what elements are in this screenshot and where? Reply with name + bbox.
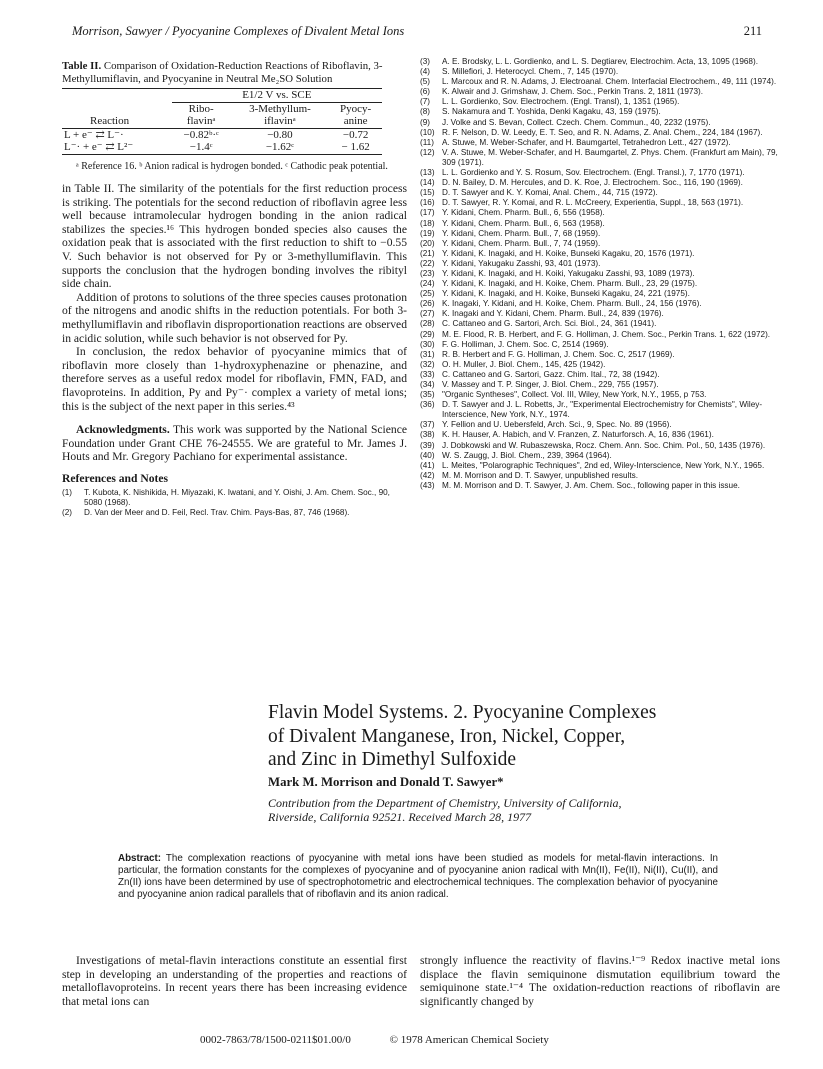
reference-item: (39) J. Dobkowski and W. Rubaszewska, Rocz. Chem. Ann. Soc. Chim. Pol., 50, 1435 (1976).: [420, 440, 766, 450]
paragraph: Addition of protons to solutions of the three species causes protonation of the nitrogens and anodic shifts in the reduction potentials. For both 3-methyllumiflavin and riboflavin disproportionation reactions are observed in acidic solution, while such behavior is not observed for Py.: [62, 290, 407, 345]
body-text: [62, 182, 407, 464]
affiliation-line: Contribution from the Department of Chemistry, University of California,: [268, 796, 622, 810]
reference-item: (29) M. E. Flood, R. B. Herbert, and F. G. Holliman, J. Chem. Soc., Perkin Trans. 1, 622 (1972).: [420, 329, 771, 339]
footer: [200, 1034, 700, 1046]
paragraph: in Table II. The similarity of the potentials for the first reduction process is striking. The potentials for the second reduction of riboflavin agree less well because intramolecular hydrogen bonding in the anion radical stabilizes the species.¹⁶ This hydrogen bonded species also causes the oxidation peak that is associated with the first reduction to shift to −0.55 V. Such behavior is not observed for Py or 3-methyllumiflavin. This supports the conclusion that the hydrogen bonding involves the ribityl side chain.: [62, 182, 407, 291]
abstract-text: The complexation reactions of pyocyanine with metal ions have been studied as models for metal-flavin interactions. In particular, the formation constants for the complexes of pyocyanine and of pyocyanine anion radical with Mn(II), Fe(II), Ni(II), Cu(II), and Zn(II) ions have been determined by use of spectrophotometric and electrochemical techniques. The complexation behavior of pyocyanine and pyocyanine anion radical parallels that of riboflavin and its anion radical.: [118, 853, 718, 900]
col3-header-top: Pyocy-: [340, 102, 372, 115]
reference-item: (12) V. A. Stuwe, M. Weber-Schafer, and H. Baumgartel, Z. Phys. Chem. (Frankfurt am Main), 79, 309 (1971).: [420, 147, 778, 167]
affiliation-line: Riverside, California 92521. Received March 28, 1977: [268, 810, 532, 824]
reference-item: (11) A. Stuwe, M. Weber-Schafer, and H. Baumgartel, Tetrahedron Lett., 427 (1972).: [420, 137, 731, 147]
reference-item: (31) R. B. Herbert and F. G. Holliman, J. Chem. Soc. C, 2517 (1969).: [420, 349, 675, 359]
reference-item: (2) D. Van der Meer and D. Feil, Recl. Trav. Chim. Pays-Bas, 87, 746 (1968).: [62, 508, 350, 518]
reference-item: (20) Y. Kidani, Chem. Pharm. Bull., 7, 74 (1959).: [420, 238, 601, 248]
reference-item: (34) V. Massey and T. P. Singer, J. Biol. Chem., 229, 755 (1957).: [420, 380, 659, 389]
left-column: [62, 60, 407, 518]
riboflavin-cell: −1.4ᶜ: [172, 141, 231, 154]
reference-item: (36) D. T. Sawyer and J. L. Robetts, Jr., "Experimental Electrochemistry for Chemists", Wiley-Interscience, New York, N.Y., 1974.: [420, 400, 763, 420]
col-reaction-header: Reaction: [62, 115, 172, 128]
reference-item: (18) Y. Kidani, Chem. Pharm. Bull., 6, 563 (1958).: [420, 218, 605, 228]
table-caption-text: Comparison of Oxidation-Reduction Reactions of Riboflavin, 3-Methyllumiflavin, and Pyocyanine in Neutral Me₂SO Solution: [62, 60, 383, 85]
methyllumiflavin-cell: −1.62ᶜ: [231, 141, 330, 154]
table-row: [62, 141, 382, 154]
reference-item: (35) "Organic Syntheses", Collect. Vol. III, Wiley, New York, N.Y., 1955, p 753.: [420, 390, 707, 400]
paragraph: strongly influence the reactivity of flavins.¹⁻⁹ Redox inactive metal ions displace the flavin semiquinone dismutation equilibrium toward the semiquinone state.¹⁻⁴ The oxidation-reduction reactions of riboflavin are significantly changed by: [420, 954, 780, 1008]
reference-item: (32) O. H. Muller, J. Biol. Chem., 145, 425 (1942).: [420, 359, 606, 369]
reference-item: (25) Y. Kidani, K. Inagaki, and H. Koike, Bunseki Kagaku, 24, 221 (1975).: [420, 289, 690, 299]
footer-copyright: © 1978 American Chemical Society: [389, 1034, 549, 1046]
reference-item: (23) Y. Kidani, K. Inagaki, and H. Koiki, Yakugaku Zasshi, 93, 1089 (1973).: [420, 268, 695, 278]
reference-item: (16) D. T. Sawyer, R. Y. Komai, and R. L. McCreery, Experientia, Suppl., 18, 563 (1971).: [420, 198, 744, 208]
reference-item: (9) J. Volke and S. Bevan, Collect. Czech. Chem. Commun., 40, 2232 (1975).: [420, 117, 711, 127]
reference-item: (19) Y. Kidani, Chem. Pharm. Bull., 7, 68 (1959).: [420, 228, 601, 238]
reference-item: (4) S. Millefiori, J. Heterocycl. Chem., 7, 145 (1970).: [420, 67, 619, 77]
col1-header-bottom: flavinᵃ: [172, 115, 231, 128]
table-caption-label: Table II.: [62, 60, 102, 72]
reference-item: (17) Y. Kidani, Chem. Pharm. Bull., 6, 556 (1958).: [420, 208, 605, 218]
reference-item: (37) Y. Fellion and U. Uebersfeld, Arch. Sci., 9, Spec. No. 89 (1956).: [420, 420, 672, 430]
reference-item: (14) D. N. Bailey, D. M. Hercules, and D. K. Roe, J. Electrochem. Soc., 116, 190 (1969).: [420, 178, 743, 188]
intro-left: [62, 954, 407, 1008]
reference-item: (27) K. Inagaki and Y. Kidani, Chem. Pharm. Bull., 24, 839 (1976).: [420, 309, 664, 319]
reference-item: (10) R. F. Nelson, D. W. Leedy, E. T. Seo, and R. N. Adams, Z. Anal. Chem., 224, 184 (1967).: [420, 127, 763, 137]
authors: Mark M. Morrison and Donald T. Sawyer*: [268, 775, 504, 789]
running-head: [72, 24, 762, 39]
article-title: [268, 701, 768, 772]
reference-item: (30) F. G. Holliman, J. Chem. Soc. C, 2514 (1969).: [420, 339, 609, 349]
reference-item: (3) A. E. Brodsky, L. L. Gordienko, and L. S. Degtiarev, Electrochim. Acta, 13, 1095 (1968).: [420, 57, 758, 66]
reference-item: (42) M. M. Morrison and D. T. Sawyer, unpublished results.: [420, 470, 638, 480]
paragraph: Investigations of metal-flavin interactions constitute an essential first step in developing an understanding of the properties and reactions of metalloflavoproteins. In recent years there has been increasing evidence that metal ions can: [62, 954, 407, 1008]
title-line: Flavin Model Systems. 2. Pyocyanine Complexes: [268, 702, 657, 723]
reference-item: (43) M. M. Morrison and D. T. Sawyer, J. Am. Chem. Soc., following paper in this issue.: [420, 480, 740, 490]
reference-item: (40) W. S. Zaugg, J. Biol. Chem., 239, 3964 (1964).: [420, 450, 612, 460]
reaction-cell: L⁻· + e⁻ ⇄ L²⁻: [62, 141, 172, 154]
acknowledgments: [62, 423, 407, 464]
reference-item: (5) L. Marcoux and R. N. Adams, J. Electroanal. Chem. Interfacial Electrochem., 49, 111 (1974).: [420, 77, 777, 87]
reference-item: (38) K. H. Hauser, A. Habich, and V. Franzen, Z. Naturforsch. A, 16, 836 (1961).: [420, 430, 714, 440]
reference-item: (26) K. Inagaki, Y. Kidani, and H. Koike, Chem. Pharm. Bull., 24, 156 (1976).: [420, 299, 702, 309]
reference-item: (15) D. T. Sawyer and K. Y. Komai, Anal. Chem., 44, 715 (1972).: [420, 188, 658, 198]
table-footnote: ᵃ Reference 16. ᵇ Anion radical is hydrogen bonded. ᶜ Cathodic peak potential.: [76, 160, 388, 172]
references-title: References and Notes: [62, 471, 169, 485]
title-line: of Divalent Manganese, Iron, Nickel, Copper,: [268, 725, 626, 747]
table-caption: [62, 60, 407, 85]
abstract-label: Abstract:: [118, 853, 162, 864]
reference-item: (28) C. Cattaneo and G. Sartori, Arch. Sci. Biol., 24, 361 (1941).: [420, 319, 657, 329]
page-number: 211: [743, 24, 762, 38]
reaction-cell: L + e⁻ ⇄ L⁻·: [64, 128, 124, 141]
paragraph: In conclusion, the redox behavior of pyocyanine mimics that of riboflavin more closely than 1-hydroxyphenazine or phenazine, and therefore serves as a useful redox model for riboflavin, FMN, FAD, and flavoproteins. In addition, Py and Py⁻· complex a variety of metal ions; this is the subject of the next paper in this series.⁴³: [62, 345, 407, 413]
affiliation: [268, 796, 768, 824]
reference-item: (24) Y. Kidani, K. Inagaki, and H. Koike, Chem. Pharm. Bull., 23, 29 (1975).: [420, 279, 698, 289]
reference-item: (8) S. Nakamura and T. Yoshida, Denki Kagaku, 43, 159 (1975).: [420, 107, 661, 117]
table-row: [62, 128, 382, 141]
reference-item: (22) Y. Kidani, Yakugaku Zasshi, 93, 401 (1973).: [420, 258, 601, 268]
col3-header-bottom: anine: [329, 115, 382, 128]
reference-item: (1) T. Kubota, K. Nishikida, H. Miyazaki, K. Iwatani, and Y. Oishi, J. Am. Chem. Soc., 90, 5080 (1968).: [62, 487, 390, 507]
reference-item: (33) C. Cattaneo and G. Sartori, Gazz. Chim. Ital., 72, 38 (1942).: [420, 369, 660, 379]
col1-header-top: Ribo-: [188, 102, 214, 115]
running-head-text: Morrison, Sawyer / Pyocyanine Complexes of Divalent Metal Ions: [72, 24, 405, 38]
col2-header-top: 3-Methyllum-: [249, 102, 311, 115]
reference-item: (13) L. L. Gordienko and Y. S. Rosum, Sov. Electrochem. (Engl. Transl.), 7, 1770 (1971).: [420, 168, 745, 178]
acknowledgments-text: This work was supported by the National Science Foundation under Grant CHE 76-24555. We are grateful to Mr. James J. Houts and Mr. Gregory Pachiano for experimental assistance.: [62, 423, 407, 464]
riboflavin-cell: −0.82ᵇ·ᶜ: [183, 128, 219, 141]
abstract: [118, 853, 718, 901]
title-line: and Zinc in Dimethyl Sulfoxide: [268, 749, 517, 770]
reference-item: (6) K. Alwair and J. Grimshaw, J. Chem. Soc., Perkin Trans. 2, 1811 (1973).: [420, 87, 704, 97]
intro-right: [420, 954, 780, 1008]
pyocyanine-cell: −0.72: [342, 128, 369, 141]
acknowledgments-heading: Acknowledgments.: [76, 423, 170, 437]
pyocyanine-cell: − 1.62: [329, 141, 382, 154]
redox-table: [62, 88, 382, 155]
methyllumiflavin-cell: −0.80: [267, 128, 293, 141]
col2-header-bottom: iflavinᵃ: [231, 115, 330, 128]
references-right: [420, 57, 780, 491]
reference-item: (7) L. L. Gordienko, Sov. Electrochem. (Engl. Transl), 1, 1351 (1965).: [420, 97, 680, 107]
reference-item: (21) Y. Kidani, K. Inagaki, and H. Koike, Bunseki Kagaku, 20, 1576 (1971).: [420, 248, 695, 258]
reference-item: (41) L. Meites, "Polarographic Techniques", 2nd ed, Wiley-Interscience, New York, N.Y., 1965.: [420, 460, 765, 470]
table-group-header: E1/2 V vs. SCE: [172, 89, 382, 103]
references-left: [62, 488, 407, 518]
footer-code: 0002-7863/78/1500-0211$01.00/0: [200, 1034, 351, 1046]
